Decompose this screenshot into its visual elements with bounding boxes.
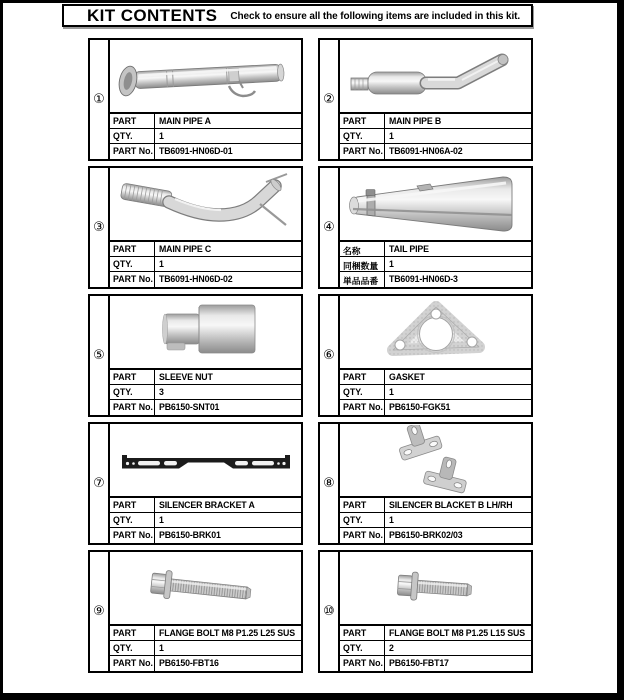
row-label: PART No. [110,400,155,415]
row-label: PART No. [110,528,155,543]
part-photo-tail-pipe [340,168,531,240]
row-label: QTY. [110,257,155,271]
part-table [110,112,301,159]
row-value: MAIN PIPE C [159,244,212,254]
row-value: TB6091-HN06D-01 [159,146,233,156]
part-table [110,496,301,543]
row-value: TAIL PIPE [389,244,429,254]
part-table [340,496,531,543]
row-label: PART [340,370,385,384]
tail-pipe-image [341,169,530,239]
kit-item-5 [88,294,303,417]
kit-contents-header [62,4,533,27]
row-value: 2 [389,643,394,653]
row-value: TB6091-HN06A-02 [389,146,463,156]
row-value: 3 [159,387,164,397]
main-pipe-a-image [111,41,300,111]
row-label: QTY. [110,385,155,399]
flange-bolt-l25-image [111,553,300,623]
row-value: PB6150-FGK51 [389,402,451,412]
row-label: PART No. [110,272,155,287]
row-value: 1 [389,515,394,525]
item-number: ⑥ [320,296,340,415]
row-label: PART No. [340,144,385,159]
flange-bolt-l15-image [341,553,530,623]
kit-item-9 [88,550,303,673]
kit-item-2 [318,38,533,161]
row-value: 1 [159,515,164,525]
part-photo-flange-bolt-l25 [110,552,301,624]
item-number: ② [320,40,340,159]
row-value: FLANGE BOLT M8 P1.25 L15 SUS [389,628,525,638]
row-label: PART [110,114,155,128]
row-label: 同梱数量 [340,257,385,271]
row-label: PART No. [340,528,385,543]
part-photo-main-pipe-b [340,40,531,112]
row-value: PB6150-BRK02/03 [389,530,463,540]
silencer-bracket-b-image [341,425,530,495]
row-label: PART [110,626,155,640]
row-value: MAIN PIPE A [159,116,211,126]
row-label: PART [110,370,155,384]
kit-item-8 [318,422,533,545]
row-label: PART [340,626,385,640]
item-number: ① [90,40,110,159]
row-value: PB6150-FBT16 [159,658,219,668]
item-number: ④ [320,168,340,287]
kit-item-1 [88,38,303,161]
part-photo-flange-bolt-l15 [340,552,531,624]
row-value: FLANGE BOLT M8 P1.25 L25 SUS [159,628,295,638]
row-label: QTY. [340,129,385,143]
part-table [110,624,301,671]
kit-item-10 [318,550,533,673]
item-number: ⑨ [90,552,110,671]
main-pipe-b-image [341,41,530,111]
row-label: PART No. [340,656,385,671]
item-number: ⑦ [90,424,110,543]
item-number: ⑧ [320,424,340,543]
row-value: 1 [159,131,164,141]
header-note: Check to ensure all the following items are included in this kit. [230,10,521,22]
part-photo-sleeve-nut [110,296,301,368]
item-number: ⑤ [90,296,110,415]
gasket-image [341,297,530,367]
row-value: SLEEVE NUT [159,372,213,382]
part-table [340,240,531,287]
row-label: QTY. [110,513,155,527]
row-value: SILENCER BLACKET B LH/RH [389,500,513,510]
row-value: PB6150-FBT17 [389,658,449,668]
part-table [110,240,301,287]
row-value: MAIN PIPE B [389,116,442,126]
silencer-bracket-a-image [111,425,300,495]
row-label: PART [110,498,155,512]
main-pipe-c-image [111,169,300,239]
kit-item-7 [88,422,303,545]
row-value: 1 [159,259,164,269]
row-label: QTY. [110,129,155,143]
row-value: 1 [389,131,394,141]
row-label: PART No. [340,400,385,415]
part-table [110,368,301,415]
row-label: PART No. [110,656,155,671]
row-label: PART [110,242,155,256]
part-photo-silencer-bracket-a [110,424,301,496]
row-value: PB6150-SNT01 [159,402,220,412]
row-label: QTY. [340,641,385,655]
kit-item-6 [318,294,533,417]
part-photo-silencer-bracket-b [340,424,531,496]
row-label: PART No. [110,144,155,159]
part-table [340,368,531,415]
page-title: KIT CONTENTS [87,5,218,25]
row-value: SILENCER BRACKET A [159,500,255,510]
row-value: GASKET [389,372,425,382]
part-table [340,624,531,671]
row-label: QTY. [110,641,155,655]
row-label: PART [340,498,385,512]
item-number: ③ [90,168,110,287]
row-value: 1 [389,387,394,397]
kit-item-4 [318,166,533,289]
row-label: 単品品番 [340,272,385,287]
row-label: PART [340,114,385,128]
row-value: PB6150-BRK01 [159,530,221,540]
row-value: TB6091-HN06D-02 [159,274,233,284]
row-value: 1 [159,643,164,653]
row-label: QTY. [340,385,385,399]
item-number: ⑩ [320,552,340,671]
row-value: TB6091-HN06D-3 [389,274,458,284]
row-value: 1 [389,259,394,269]
part-photo-main-pipe-a [110,40,301,112]
row-label: 名称 [340,242,385,256]
part-table [340,112,531,159]
sleeve-nut-image [111,297,300,367]
part-photo-gasket [340,296,531,368]
row-label: QTY. [340,513,385,527]
part-photo-main-pipe-c [110,168,301,240]
kit-item-3 [88,166,303,289]
